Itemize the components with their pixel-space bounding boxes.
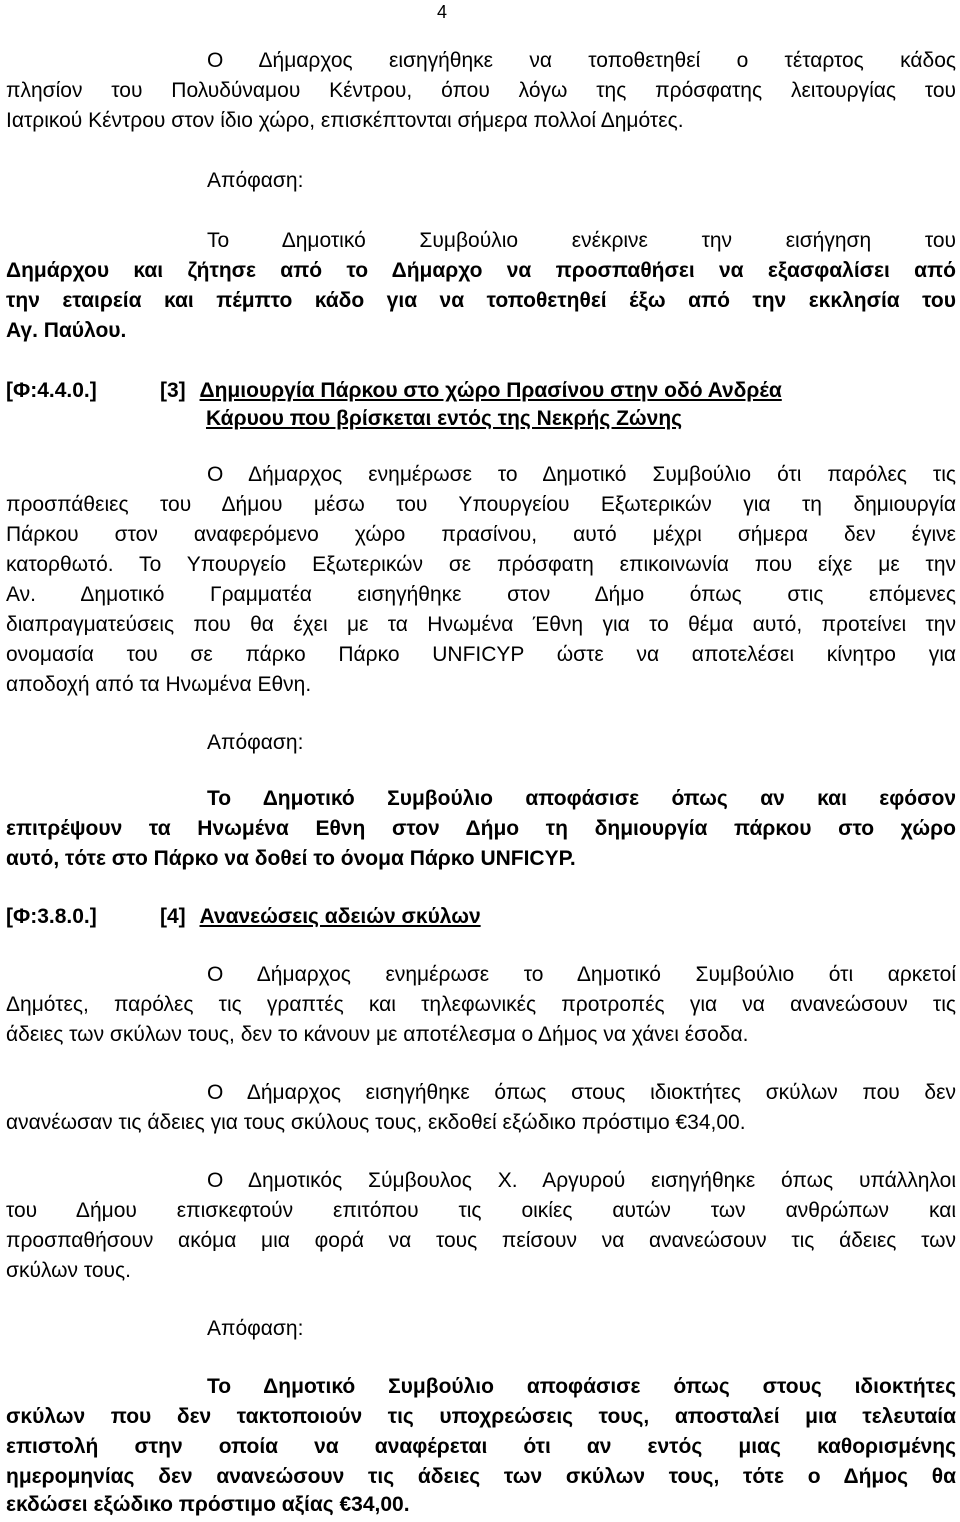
paragraph-line: Ιατρικού Κέντρου στον ίδιο χώρο, επισκέπτονται σήμερα πολλοί Δημότες. (6, 109, 684, 132)
item-title-text: Ανανεώσεις αδειών σκύλων (199, 905, 481, 928)
paragraph-line: Ο Δήμαρχος εισηγήθηκε να τοποθετηθεί ο τέταρτος κάδος (207, 49, 956, 72)
item-number: [4] (160, 905, 186, 928)
decision-line: Αγ. Παύλου. (6, 319, 127, 342)
paragraph-line: ονομασία του σε πάρκο Πάρκο UNFICYP ώστε να αποτελέσει κίνητρο για (6, 643, 956, 666)
paragraph-line: προσπαθήσουν ακόμα μια φορά να τους πείσουν να ανανεώσουν τις άδειες των (6, 1229, 956, 1252)
decision-heading: Απόφαση: (207, 1317, 304, 1340)
item-code: [Φ:4.4.0.] (6, 379, 97, 402)
paragraph-line: του Δήμου επισκεφτούν επιτόπου τις οικίες αυτών των ανθρώπων και (6, 1199, 956, 1222)
decision-line: επιστολή στην οποία να αναφέρεται ότι αν εντός μιας καθορισμένης (6, 1435, 956, 1458)
decision-heading: Απόφαση: (207, 169, 304, 192)
decision-line: επιτρέψουν τα Ηνωμένα Εθνη στον Δήμο τη δημιουργία πάρκου στο χώρο (6, 817, 956, 840)
paragraph-line: κατορθωτό. Το Υπουργείο Εξωτερικών σε πρόσφατη επικοινωνία που είχε με την (6, 553, 956, 576)
item-number: [3] (160, 379, 186, 402)
paragraph-line: ανανέωσαν τις άδειες για τους σκύλους τους, εκδοθεί εξώδικο πρόστιμο €34,00. (6, 1111, 746, 1134)
decision-line: ημερομηνίας δεν ανανεώσουν τις άδειες των σκύλων τους, τότε ο Δήμος θα (6, 1465, 956, 1488)
item-code: [Φ:3.8.0.] (6, 905, 97, 928)
decision-line: Το Δημοτικό Συμβούλιο αποφάσισε όπως στους ιδιοκτήτες (207, 1375, 956, 1398)
paragraph-line: Ο Δήμαρχος ενημέρωσε το Δημοτικό Συμβούλιο ότι αρκετοί (207, 963, 956, 986)
item-title-text: Κάρυου που βρίσκεται εντός της Νεκρής Ζώνης (206, 407, 683, 430)
decision-line: Δημάρχου και ζήτησε από το Δήμαρχο να προσπαθήσει να εξασφαλίσει από (6, 259, 956, 282)
decision-line: την εταιρεία και πέμπτο κάδο για να τοποθετηθεί έξω από την εκκλησία του (6, 289, 956, 312)
paragraph-line: αποδοχή από τα Ηνωμένα Εθνη. (6, 673, 312, 696)
paragraph-line: Ο Δημοτικός Σύμβουλος Χ. Αργυρού εισηγήθηκε όπως υπάλληλοι (207, 1169, 956, 1192)
paragraph-line: Ο Δήμαρχος εισηγήθηκε όπως στους ιδιοκτήτες σκύλων που δεν (207, 1081, 956, 1104)
decision-heading: Απόφαση: (207, 731, 304, 754)
item-title (160, 902, 940, 932)
paragraph-line: Δημότες, παρόλες τις γραπτές και τηλεφωνικές προτροπές για να ανανεώσουν τις (6, 993, 956, 1016)
paragraph-line: Ο Δήμαρχος ενημέρωσε το Δημοτικό Συμβούλιο ότι παρόλες τις (207, 463, 956, 486)
decision-line: Το Δημοτικό Συμβούλιο αποφάσισε όπως αν και εφόσον (207, 787, 956, 810)
paragraph-line: προσπάθειες του Δήμου μέσω του Υπουργείου Εξωτερικών για τη δημιουργία (6, 493, 956, 516)
paragraph-line: πλησίον του Πολυδύναμου Κέντρου, όπου λόγω της πρόσφατης λειτουργίας του (6, 79, 956, 102)
item-title (160, 376, 940, 406)
decision-line: αυτό, τότε στο Πάρκο να δοθεί το όνομα Πάρκο UNFICYP. (6, 847, 576, 870)
decision-line: σκύλων που δεν τακτοποιούν τις υποχρεώσεις τους, αποσταλεί μια τελευταία (6, 1405, 956, 1428)
paragraph-line: σκύλων τους. (6, 1259, 131, 1282)
paragraph-line: διαπραγματεύσεις που θα έχει με τα Ηνωμένα Έθνη για το θέμα αυτό, προτείνει την (6, 613, 956, 636)
paragraph-line: Αν. Δημοτικό Γραμματέα εισηγήθηκε στον Δήμο όπως στις επόμενες (6, 583, 956, 606)
paragraph-line: άδειες των σκύλων τους, δεν το κάνουν με αποτέλεσμα ο Δήμος να χάνει έσοδα. (6, 1023, 749, 1046)
decision-line: Το Δημοτικό Συμβούλιο ενέκρινε την εισήγηση του (207, 229, 956, 252)
decision-line: εκδώσει εξώδικο πρόστιμο αξίας €34,00. (6, 1493, 410, 1516)
paragraph-line: Πάρκου στον αναφερόμενο χώρο πρασίνου, αυτό μέχρι σήμερα δεν έγινε (6, 523, 956, 546)
item-title-text: Δημιουργία Πάρκου στο χώρο Πρασίνου στην οδό Ανδρέα (199, 379, 782, 402)
page-number: 4 (437, 2, 448, 22)
